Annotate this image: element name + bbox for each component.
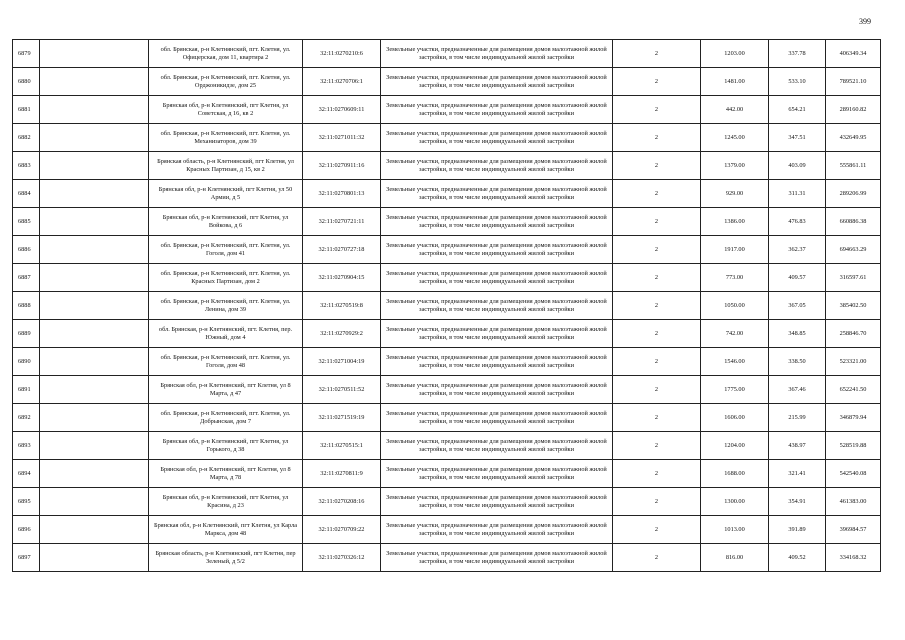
address-cell: обл. Брянская, р-н Клетнянский, пгт. Клетня, ул. Гоголя, дом 48 xyxy=(149,348,303,376)
spacer-cell xyxy=(40,264,149,292)
table-row xyxy=(13,320,881,348)
spacer-cell xyxy=(40,376,149,404)
row-number: 6885 xyxy=(13,208,40,236)
cadastral-number-cell: 32:11:0270210:6 xyxy=(303,40,381,68)
cadastral-number-cell: 32:11:0270326:12 xyxy=(303,544,381,572)
address-cell: обл. Брянская, р-н Клетнянский, пгт. Клетня, ул. Гоголя, дом 41 xyxy=(149,236,303,264)
group-cell: 2 xyxy=(613,544,701,572)
spacer-cell xyxy=(40,292,149,320)
row-number: 6896 xyxy=(13,516,40,544)
address-cell: Брянская обл, р-н Клетнянский, пгт Клетня, ул Красина, д 23 xyxy=(149,488,303,516)
cadastral-number-cell: 32:11:0270208:16 xyxy=(303,488,381,516)
address-cell: Брянская обл, р-н Клетнянский, пгт Клетня, ул 50 Армии, д 5 xyxy=(149,180,303,208)
table-row xyxy=(13,292,881,320)
address-cell: обл. Брянская, р-н Клетнянский, пгт. Клетня, ул. Ленина, дом 39 xyxy=(149,292,303,320)
land-use-cell: Земельные участки, предназначенные для размещения домов малоэтажной жилой застройки, в том числе индивидуальной жилой застройки xyxy=(381,432,613,460)
cadastral-number-cell: 32:11:0270706:1 xyxy=(303,68,381,96)
specific-value-cell: 409.57 xyxy=(769,264,826,292)
group-cell: 2 xyxy=(613,40,701,68)
address-cell: Брянская обл, р-н Клетнянский, пгт Клетня, ул Карла Маркса, дом 48 xyxy=(149,516,303,544)
cadastral-number-cell: 32:11:0270911:16 xyxy=(303,152,381,180)
land-use-cell: Земельные участки, предназначенные для размещения домов малоэтажной жилой застройки, в том числе индивидуальной жилой застройки xyxy=(381,348,613,376)
address-cell: Брянская обл, р-н Клетнянский, пгт Клетня, ул Горького, д 38 xyxy=(149,432,303,460)
cadastral-number-cell: 32:11:0271004:19 xyxy=(303,348,381,376)
row-number: 6882 xyxy=(13,124,40,152)
cadastral-value-cell: 555861.11 xyxy=(826,152,881,180)
cadastral-number-cell: 32:11:0270801:13 xyxy=(303,180,381,208)
group-cell: 2 xyxy=(613,320,701,348)
land-use-cell: Земельные участки, предназначенные для размещения домов малоэтажной жилой застройки, в том числе индивидуальной жилой застройки xyxy=(381,180,613,208)
cadastral-value-cell: 528519.88 xyxy=(826,432,881,460)
cadastral-value-cell: 789521.10 xyxy=(826,68,881,96)
cadastral-number-cell: 32:11:0270709:22 xyxy=(303,516,381,544)
address-cell: обл. Брянская, р-н Клетнянский, пгт. Клетня, ул. Механизаторов, дом 39 xyxy=(149,124,303,152)
area-cell: 1013.00 xyxy=(701,516,769,544)
area-cell: 1606.00 xyxy=(701,404,769,432)
row-number: 6891 xyxy=(13,376,40,404)
table-row xyxy=(13,152,881,180)
group-cell: 2 xyxy=(613,96,701,124)
land-use-cell: Земельные участки, предназначенные для размещения домов малоэтажной жилой застройки, в том числе индивидуальной жилой застройки xyxy=(381,208,613,236)
row-number: 6884 xyxy=(13,180,40,208)
land-use-cell: Земельные участки, предназначенные для размещения домов малоэтажной жилой застройки, в том числе индивидуальной жилой застройки xyxy=(381,404,613,432)
land-use-cell: Земельные участки, предназначенные для размещения домов малоэтажной жилой застройки, в том числе индивидуальной жилой застройки xyxy=(381,264,613,292)
group-cell: 2 xyxy=(613,124,701,152)
cadastral-number-cell: 32:11:0270511:52 xyxy=(303,376,381,404)
area-cell: 929.00 xyxy=(701,180,769,208)
spacer-cell xyxy=(40,152,149,180)
table-row xyxy=(13,264,881,292)
table-row xyxy=(13,96,881,124)
land-use-cell: Земельные участки, предназначенные для размещения домов малоэтажной жилой застройки, в том числе индивидуальной жилой застройки xyxy=(381,544,613,572)
row-number: 6897 xyxy=(13,544,40,572)
table-row xyxy=(13,124,881,152)
cadastral-value-cell: 334168.32 xyxy=(826,544,881,572)
group-cell: 2 xyxy=(613,376,701,404)
area-cell: 1300.00 xyxy=(701,488,769,516)
row-number: 6890 xyxy=(13,348,40,376)
cadastral-number-cell: 32:11:0271011:32 xyxy=(303,124,381,152)
group-cell: 2 xyxy=(613,152,701,180)
land-use-cell: Земельные участки, предназначенные для размещения домов малоэтажной жилой застройки, в том числе индивидуальной жилой застройки xyxy=(381,68,613,96)
address-cell: обл. Брянская, р-н Клетнянский, пгт. Клетня, ул. Красных Партизан, дом 2 xyxy=(149,264,303,292)
cadastral-value-cell: 396984.57 xyxy=(826,516,881,544)
row-number: 6895 xyxy=(13,488,40,516)
table-row xyxy=(13,516,881,544)
table-row xyxy=(13,40,881,68)
cadastral-number-cell: 32:11:0270727:18 xyxy=(303,236,381,264)
table-row xyxy=(13,488,881,516)
cadastral-value-cell: 406349.34 xyxy=(826,40,881,68)
address-cell: обл. Брянская, р-н Клетнянский, пгт. Клетня, ул. Добрынская, дом 7 xyxy=(149,404,303,432)
spacer-cell xyxy=(40,208,149,236)
row-number: 6889 xyxy=(13,320,40,348)
spacer-cell xyxy=(40,404,149,432)
cadastral-value-cell: 542540.08 xyxy=(826,460,881,488)
cadastral-value-cell: 316597.61 xyxy=(826,264,881,292)
specific-value-cell: 337.78 xyxy=(769,40,826,68)
cadastral-value-cell: 289160.82 xyxy=(826,96,881,124)
table-row xyxy=(13,348,881,376)
spacer-cell xyxy=(40,68,149,96)
area-cell: 1204.00 xyxy=(701,432,769,460)
address-cell: Брянская область, р-н Клетнянский, пгт Клетня, ул Красных Партизан, д 15, кв 2 xyxy=(149,152,303,180)
area-cell: 1386.00 xyxy=(701,208,769,236)
group-cell: 2 xyxy=(613,432,701,460)
group-cell: 2 xyxy=(613,404,701,432)
land-use-cell: Земельные участки, предназначенные для размещения домов малоэтажной жилой застройки, в том числе индивидуальной жилой застройки xyxy=(381,516,613,544)
land-use-cell: Земельные участки, предназначенные для размещения домов малоэтажной жилой застройки, в том числе индивидуальной жилой застройки xyxy=(381,96,613,124)
specific-value-cell: 362.37 xyxy=(769,236,826,264)
area-cell: 442.00 xyxy=(701,96,769,124)
group-cell: 2 xyxy=(613,264,701,292)
cadastral-value-cell: 289206.99 xyxy=(826,180,881,208)
area-cell: 1245.00 xyxy=(701,124,769,152)
group-cell: 2 xyxy=(613,348,701,376)
specific-value-cell: 367.46 xyxy=(769,376,826,404)
specific-value-cell: 654.21 xyxy=(769,96,826,124)
spacer-cell xyxy=(40,544,149,572)
land-use-cell: Земельные участки, предназначенные для размещения домов малоэтажной жилой застройки, в том числе индивидуальной жилой застройки xyxy=(381,152,613,180)
area-cell: 1775.00 xyxy=(701,376,769,404)
area-cell: 773.00 xyxy=(701,264,769,292)
row-number: 6887 xyxy=(13,264,40,292)
specific-value-cell: 347.51 xyxy=(769,124,826,152)
spacer-cell xyxy=(40,236,149,264)
table-row xyxy=(13,208,881,236)
area-cell: 1481.00 xyxy=(701,68,769,96)
group-cell: 2 xyxy=(613,208,701,236)
table-row xyxy=(13,404,881,432)
land-use-cell: Земельные участки, предназначенные для размещения домов малоэтажной жилой застройки, в том числе индивидуальной жилой застройки xyxy=(381,488,613,516)
table-body xyxy=(13,40,881,572)
group-cell: 2 xyxy=(613,488,701,516)
specific-value-cell: 348.85 xyxy=(769,320,826,348)
address-cell: Брянская область, р-н Клетнянский, пгт Клетня, пер Зеленый, д 5/2 xyxy=(149,544,303,572)
table-row xyxy=(13,376,881,404)
spacer-cell xyxy=(40,516,149,544)
address-cell: обл. Брянская, р-н Клетнянский, пгт. Клетня, ул. Орджоникидзе, дом 25 xyxy=(149,68,303,96)
area-cell: 1203.00 xyxy=(701,40,769,68)
cadastral-number-cell: 32:11:0270721:11 xyxy=(303,208,381,236)
spacer-cell xyxy=(40,320,149,348)
specific-value-cell: 321.41 xyxy=(769,460,826,488)
cadastral-value-cell: 385402.50 xyxy=(826,292,881,320)
land-use-cell: Земельные участки, предназначенные для размещения домов малоэтажной жилой застройки, в том числе индивидуальной жилой застройки xyxy=(381,236,613,264)
row-number: 6894 xyxy=(13,460,40,488)
row-number: 6893 xyxy=(13,432,40,460)
area-cell: 742.00 xyxy=(701,320,769,348)
group-cell: 2 xyxy=(613,516,701,544)
cadastral-number-cell: 32:11:0270811:9 xyxy=(303,460,381,488)
area-cell: 1379.00 xyxy=(701,152,769,180)
table-row xyxy=(13,68,881,96)
specific-value-cell: 403.09 xyxy=(769,152,826,180)
cadastral-value-cell: 461383.00 xyxy=(826,488,881,516)
cadastral-value-cell: 652241.50 xyxy=(826,376,881,404)
group-cell: 2 xyxy=(613,180,701,208)
land-use-cell: Земельные участки, предназначенные для размещения домов малоэтажной жилой застройки, в том числе индивидуальной жилой застройки xyxy=(381,376,613,404)
spacer-cell xyxy=(40,488,149,516)
specific-value-cell: 476.83 xyxy=(769,208,826,236)
land-use-cell: Земельные участки, предназначенные для размещения домов малоэтажной жилой застройки, в том числе индивидуальной жилой застройки xyxy=(381,460,613,488)
table-row xyxy=(13,432,881,460)
row-number: 6879 xyxy=(13,40,40,68)
row-number: 6892 xyxy=(13,404,40,432)
page-number: 399 xyxy=(859,17,871,26)
specific-value-cell: 215.99 xyxy=(769,404,826,432)
spacer-cell xyxy=(40,348,149,376)
spacer-cell xyxy=(40,124,149,152)
land-use-cell: Земельные участки, предназначенные для размещения домов малоэтажной жилой застройки, в том числе индивидуальной жилой застройки xyxy=(381,320,613,348)
specific-value-cell: 338.50 xyxy=(769,348,826,376)
address-cell: Брянская обл, р-н Клетнянский, пгт Клетня, ул 8 Марта, д 47 xyxy=(149,376,303,404)
group-cell: 2 xyxy=(613,292,701,320)
land-use-cell: Земельные участки, предназначенные для размещения домов малоэтажной жилой застройки, в том числе индивидуальной жилой застройки xyxy=(381,292,613,320)
address-cell: Брянская обл, р-н Клетнянский, пгт Клетня, ул 8 Марта, д 78 xyxy=(149,460,303,488)
specific-value-cell: 409.52 xyxy=(769,544,826,572)
cadastral-value-cell: 432649.95 xyxy=(826,124,881,152)
table-row xyxy=(13,180,881,208)
cadastral-value-cell: 523321.00 xyxy=(826,348,881,376)
cadastral-number-cell: 32:11:0270519:8 xyxy=(303,292,381,320)
spacer-cell xyxy=(40,180,149,208)
area-cell: 1050.00 xyxy=(701,292,769,320)
specific-value-cell: 391.89 xyxy=(769,516,826,544)
cadastral-value-cell: 660886.38 xyxy=(826,208,881,236)
cadastral-number-cell: 32:11:0270609:11 xyxy=(303,96,381,124)
row-number: 6880 xyxy=(13,68,40,96)
land-use-cell: Земельные участки, предназначенные для размещения домов малоэтажной жилой застройки, в том числе индивидуальной жилой застройки xyxy=(381,124,613,152)
row-number: 6888 xyxy=(13,292,40,320)
area-cell: 816.00 xyxy=(701,544,769,572)
address-cell: обл. Брянская, р-н Клетнянский, пгт. Клетня, ул. Офицерская, дом 11, квартира 2 xyxy=(149,40,303,68)
table-row xyxy=(13,544,881,572)
row-number: 6883 xyxy=(13,152,40,180)
spacer-cell xyxy=(40,432,149,460)
group-cell: 2 xyxy=(613,460,701,488)
address-cell: обл. Брянская, р-н Клетнянский, пгт. Клетня, пер. Южный, дом 4 xyxy=(149,320,303,348)
cadastral-value-table xyxy=(12,39,881,572)
specific-value-cell: 438.97 xyxy=(769,432,826,460)
area-cell: 1688.00 xyxy=(701,460,769,488)
area-cell: 1917.00 xyxy=(701,236,769,264)
address-cell: Брянская обл, р-н Клетнянский, пгт Клетня, ул Советская, д 16, кв 2 xyxy=(149,96,303,124)
spacer-cell xyxy=(40,40,149,68)
spacer-cell xyxy=(40,96,149,124)
address-cell: Брянская обл, р-н Клетнянский, пгт Клетня, ул Войкова, д 6 xyxy=(149,208,303,236)
cadastral-value-cell: 694663.29 xyxy=(826,236,881,264)
land-use-cell: Земельные участки, предназначенные для размещения домов малоэтажной жилой застройки, в том числе индивидуальной жилой застройки xyxy=(381,40,613,68)
spacer-cell xyxy=(40,460,149,488)
group-cell: 2 xyxy=(613,68,701,96)
specific-value-cell: 354.91 xyxy=(769,488,826,516)
specific-value-cell: 367.05 xyxy=(769,292,826,320)
row-number: 6886 xyxy=(13,236,40,264)
table-row xyxy=(13,236,881,264)
area-cell: 1546.00 xyxy=(701,348,769,376)
table-row xyxy=(13,460,881,488)
specific-value-cell: 533.10 xyxy=(769,68,826,96)
cadastral-number-cell: 32:11:0270929:2 xyxy=(303,320,381,348)
group-cell: 2 xyxy=(613,236,701,264)
cadastral-number-cell: 32:11:0270904:15 xyxy=(303,264,381,292)
cadastral-value-cell: 346879.94 xyxy=(826,404,881,432)
cadastral-number-cell: 32:11:0270515:1 xyxy=(303,432,381,460)
specific-value-cell: 311.31 xyxy=(769,180,826,208)
cadastral-number-cell: 32:11:0271519:19 xyxy=(303,404,381,432)
cadastral-value-cell: 258846.70 xyxy=(826,320,881,348)
row-number: 6881 xyxy=(13,96,40,124)
